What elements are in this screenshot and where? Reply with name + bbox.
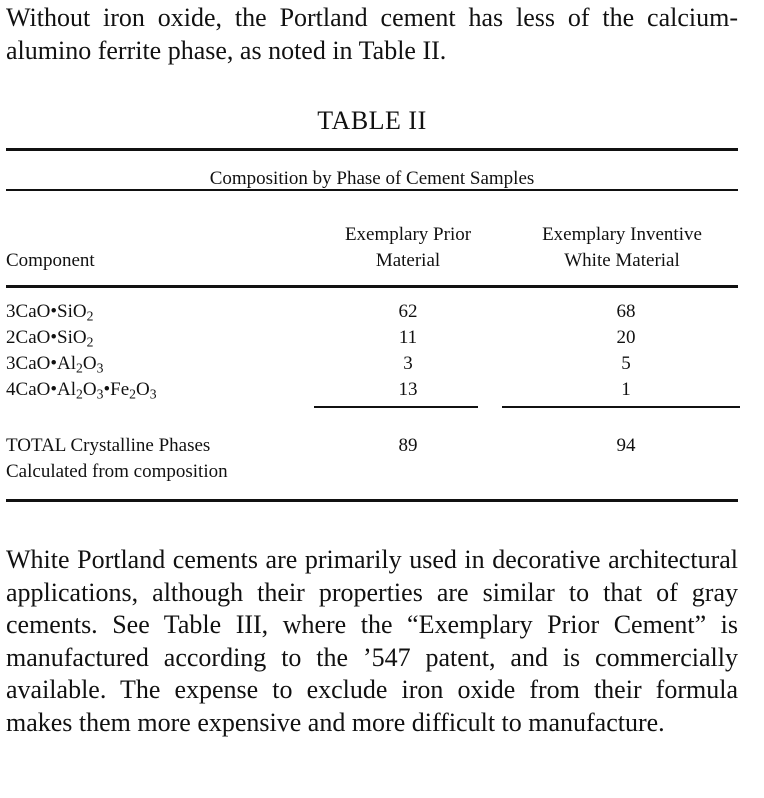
row-inventive-value: 68 bbox=[616, 301, 636, 322]
row-component: $4CaO•Al_2O_3•Fe_2O_3$ bbox=[6, 379, 157, 402]
closing-paragraph: White Portland cements are primarily used in decorative architectural applications, although their properties are similar to that of gray cements. See Table III, where the “Exemplary Prior Cement” is manufactured according to the ’547 patent, and is commercially available. The expense to exclude iron oxide from their formula makes them more expensive and more difficult to manufacture. bbox=[6, 545, 738, 737]
caption-rule bbox=[6, 189, 738, 191]
header-component: Component bbox=[6, 250, 95, 271]
row-component: 3CaO•SiO$_2$ bbox=[6, 301, 94, 324]
table-bottom-rule bbox=[6, 499, 738, 502]
total-label-line1: TOTAL Crystalline Phases bbox=[6, 435, 211, 456]
total-label bbox=[6, 433, 228, 485]
header-inventive-line2: White Material bbox=[564, 250, 680, 271]
table-title: TABLE II bbox=[317, 106, 427, 135]
row-component: $3CaO•Al_2O_3$ bbox=[6, 353, 104, 376]
row-component: 2CaO•SiO$_2$ bbox=[6, 327, 94, 350]
sum-rule-prior bbox=[314, 406, 478, 408]
sum-rule-inventive bbox=[502, 406, 740, 408]
total-prior-value: 89 bbox=[398, 435, 418, 456]
header-prior-line1: Exemplary Prior bbox=[344, 224, 472, 245]
total-inventive-value: 94 bbox=[616, 435, 636, 456]
header-inventive-line1: Exemplary Inventive bbox=[542, 224, 702, 245]
header-prior-line2: Material bbox=[375, 250, 441, 271]
row-inventive-value: 5 bbox=[621, 353, 631, 374]
row-prior-value: 3 bbox=[403, 353, 413, 374]
row-prior-value: 62 bbox=[398, 301, 418, 322]
row-prior-value: 13 bbox=[398, 379, 418, 400]
total-label-line2: Calculated from composition bbox=[6, 461, 228, 482]
table-top-rule bbox=[6, 148, 738, 151]
header-prior-material bbox=[314, 222, 502, 274]
row-inventive-value: 20 bbox=[616, 327, 636, 348]
table-caption: Composition by Phase of Cement Samples bbox=[209, 168, 535, 189]
row-inventive-value: 1 bbox=[621, 379, 631, 400]
row-prior-value: 11 bbox=[398, 327, 418, 348]
intro-paragraph: Without iron oxide, the Portland cement has less of the calcium-alumino ferrite phase, as noted in Table II. bbox=[6, 3, 738, 65]
header-rule bbox=[6, 285, 738, 288]
header-inventive-material bbox=[516, 222, 728, 274]
